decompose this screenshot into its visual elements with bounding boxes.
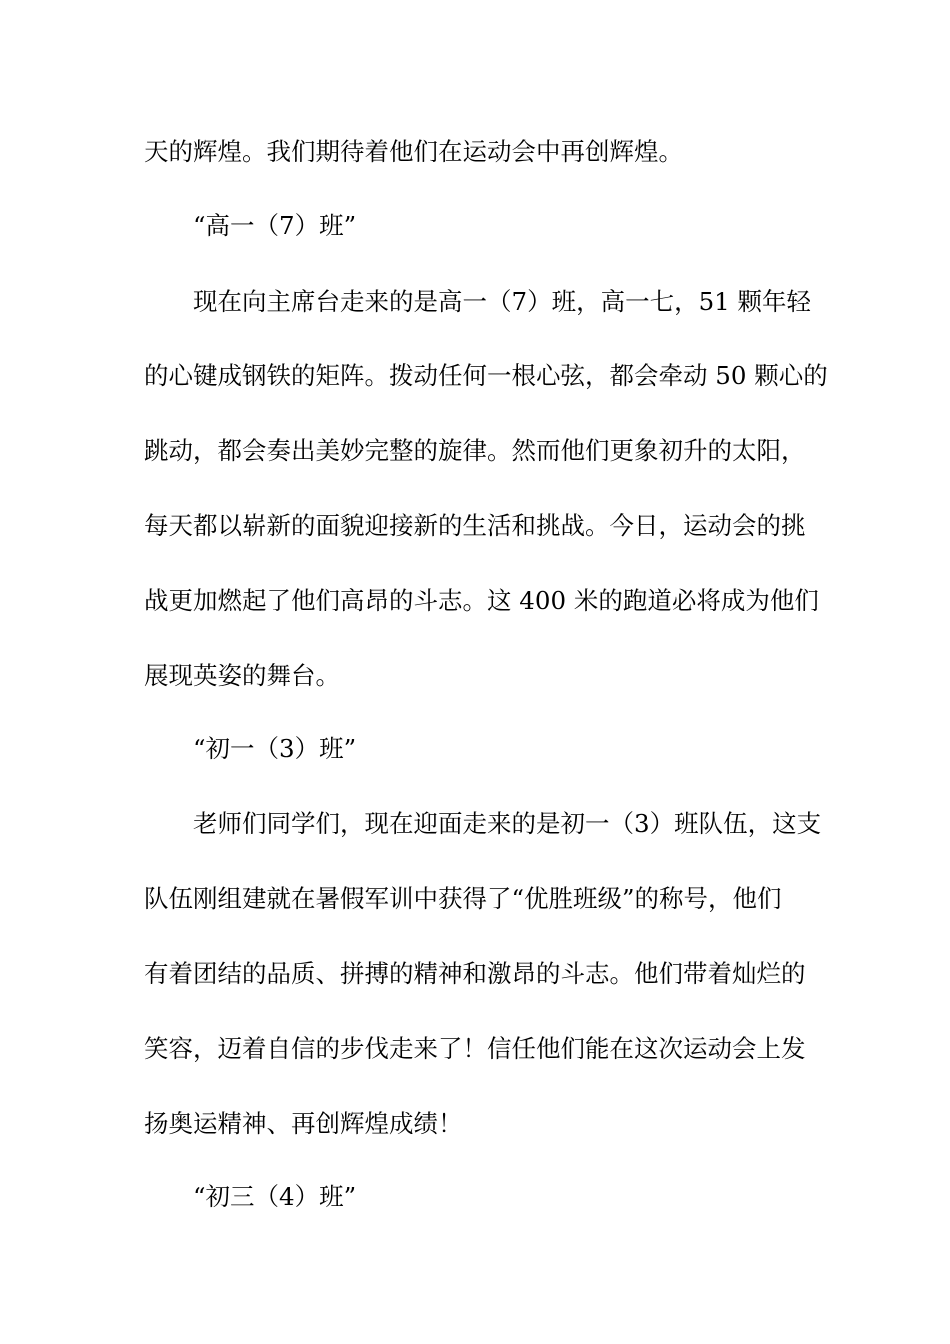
paragraph-line: 笑容，迈着自信的步伐走来了！信任他们能在这次运动会上发 xyxy=(144,1034,806,1063)
class-heading: “初三（4）班” xyxy=(193,1182,357,1211)
paragraph-line: 战更加燃起了他们高昂的斗志。这 400 米的跑道必将成为他们 xyxy=(144,586,819,615)
paragraph-line: 展现英姿的舞台。 xyxy=(144,661,340,690)
paragraph-line: 天的辉煌。我们期待着他们在运动会中再创辉煌。 xyxy=(144,137,683,166)
paragraph-line: 每天都以崭新的面貌迎接新的生活和挑战。今日，运动会的挑 xyxy=(144,511,806,540)
paragraph-line: 队伍刚组建就在暑假军训中获得了“优胜班级”的称号，他们 xyxy=(144,884,782,913)
paragraph-line: 扬奥运精神、再创辉煌成绩！ xyxy=(144,1109,463,1138)
paragraph-line: 跳动，都会奏出美妙完整的旋律。然而他们更象初升的太阳， xyxy=(144,436,806,465)
paragraph-line: 现在向主席台走来的是高一（7）班，高一七，51 颗年轻 xyxy=(193,287,812,316)
class-heading: “初一（3）班” xyxy=(193,734,357,763)
paragraph-line: 老师们同学们，现在迎面走来的是初一（3）班队伍，这支 xyxy=(193,809,822,838)
paragraph-line: 有着团结的品质、拼搏的精神和激昂的斗志。他们带着灿烂的 xyxy=(144,959,806,988)
paragraph-line: 的心键成钢铁的矩阵。拨动任何一根心弦，都会牵动 50 颗心的 xyxy=(144,361,828,390)
class-heading: “高一（7）班” xyxy=(193,211,357,240)
